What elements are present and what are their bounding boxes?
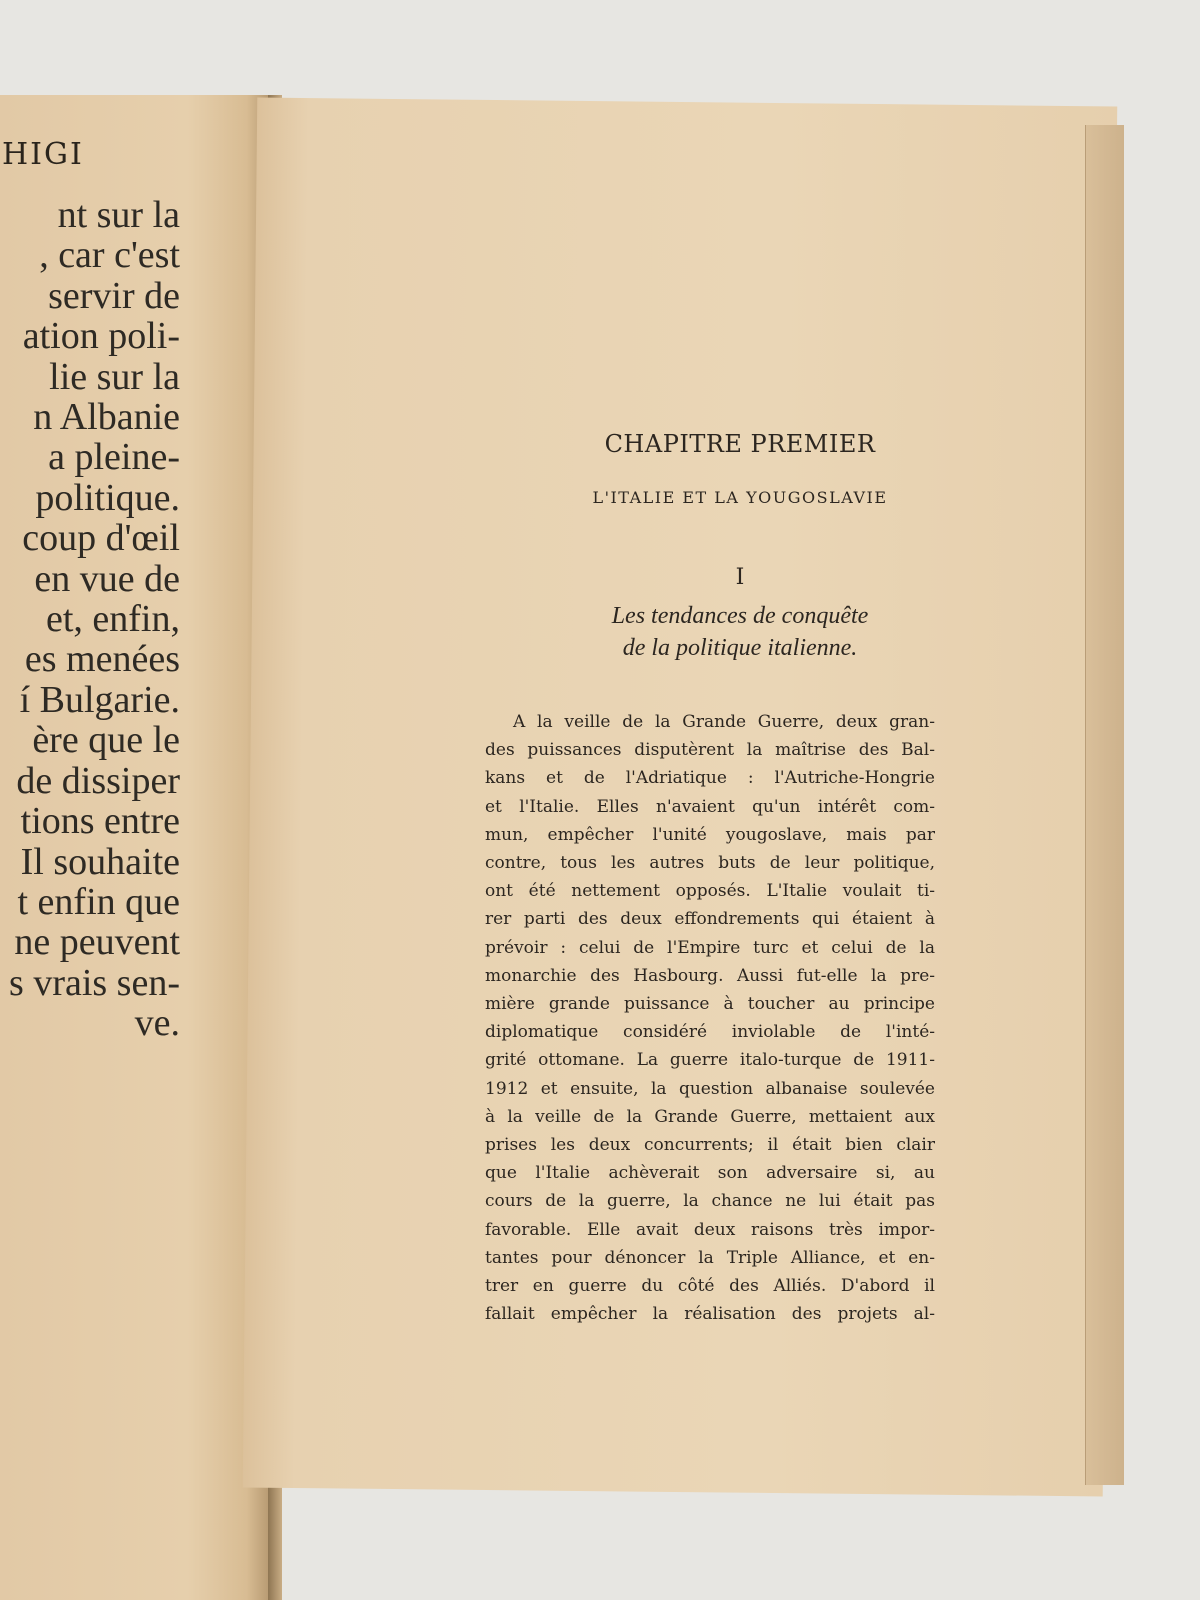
left-line: , car c'est: [39, 234, 180, 277]
left-line: de dissiper: [16, 759, 180, 802]
left-line: et, enfin,: [45, 598, 180, 641]
left-line: ne peuvent: [14, 921, 180, 964]
left-page: [0, 95, 270, 1600]
body-line: contre, tous les autres buts de leur politique,: [485, 853, 935, 874]
body-line: favorable. Elle avait deux raisons très impor-: [485, 1219, 935, 1240]
left-line: a pleine-: [48, 436, 180, 479]
body-line: grité ottomane. La guerre italo-turque de 1911-: [485, 1050, 935, 1071]
body-line: prévoir : celui de l'Empire turc et celui de la: [485, 937, 935, 958]
left-line: í Bulgarie.: [19, 678, 180, 721]
page-edges: [1085, 125, 1124, 1485]
left-line: lie sur la: [49, 355, 180, 398]
body-line: mière grande puissance à toucher au principe: [485, 994, 935, 1015]
left-line: coup d'œil: [22, 517, 180, 560]
left-line: tions entre: [20, 800, 180, 843]
chapter-subtitle: L'ITALIE ET LA YOUGOSLAVIE: [592, 488, 888, 507]
left-line: ve.: [134, 1002, 180, 1045]
body-line: des puissances disputèrent la maîtrise des Bal-: [485, 740, 935, 761]
left-line: ation poli-: [22, 315, 180, 358]
body-line: fallait empêcher la réalisation des projets al-: [485, 1304, 935, 1325]
left-line: ère que le: [32, 719, 180, 762]
body-line: rer parti des deux effondrements qui étaient à: [485, 909, 935, 930]
right-page-text: [485, 430, 965, 1328]
body-line: kans et de l'Adriatique : l'Autriche-Hongrie: [485, 768, 935, 789]
left-line: politique.: [35, 476, 180, 519]
left-line: s vrais sen-: [9, 961, 180, 1004]
body-line: trer en guerre du côté des Alliés. D'abord il: [485, 1276, 935, 1297]
left-line: es menées: [24, 638, 180, 681]
body-line: à la veille de la Grande Guerre, mettaient aux: [485, 1106, 935, 1127]
body-line: cours de la guerre, la chance ne lui était pas: [485, 1191, 935, 1212]
body-line: que l'Italie achèverait son adversaire si, au: [485, 1163, 935, 1184]
left-line: servir de: [48, 274, 180, 317]
body-line: tantes pour dénoncer la Triple Alliance, et en-: [485, 1247, 935, 1268]
body-paragraph: [485, 708, 935, 1328]
body-line: 1912 et ensuite, la question albanaise soulevée: [485, 1078, 935, 1099]
body-line: A la veille de la Grande Guerre, deux gran-: [513, 712, 935, 732]
body-line: et l'Italie. Elles n'avaient qu'un intérêt com-: [485, 796, 935, 817]
section-title-line: de la politique italienne.: [622, 635, 858, 661]
left-page-header: HIGI: [2, 137, 84, 172]
section-number: I: [735, 565, 745, 590]
body-line: mun, empêcher l'unité yougoslave, mais par: [485, 824, 935, 845]
left-page-text: [0, 195, 180, 1044]
section-title-line: Les tendances de conquête: [611, 603, 869, 629]
body-line: ont été nettement opposés. L'Italie voulait ti-: [485, 881, 935, 902]
body-line: prises les deux concurrents; il était bien clair: [485, 1135, 935, 1156]
left-line: en vue de: [34, 557, 180, 600]
left-line: Il souhaite: [20, 840, 180, 883]
chapter-title: CHAPITRE PREMIER: [604, 430, 876, 458]
left-line: nt sur la: [57, 194, 180, 236]
left-line: t enfin que: [17, 880, 180, 923]
section-title: [515, 600, 965, 664]
body-line: monarchie des Hasbourg. Aussi fut-elle la pre-: [485, 965, 935, 986]
body-line: diplomatique considéré inviolable de l'inté-: [485, 1022, 935, 1043]
left-line: n Albanie: [33, 396, 180, 439]
